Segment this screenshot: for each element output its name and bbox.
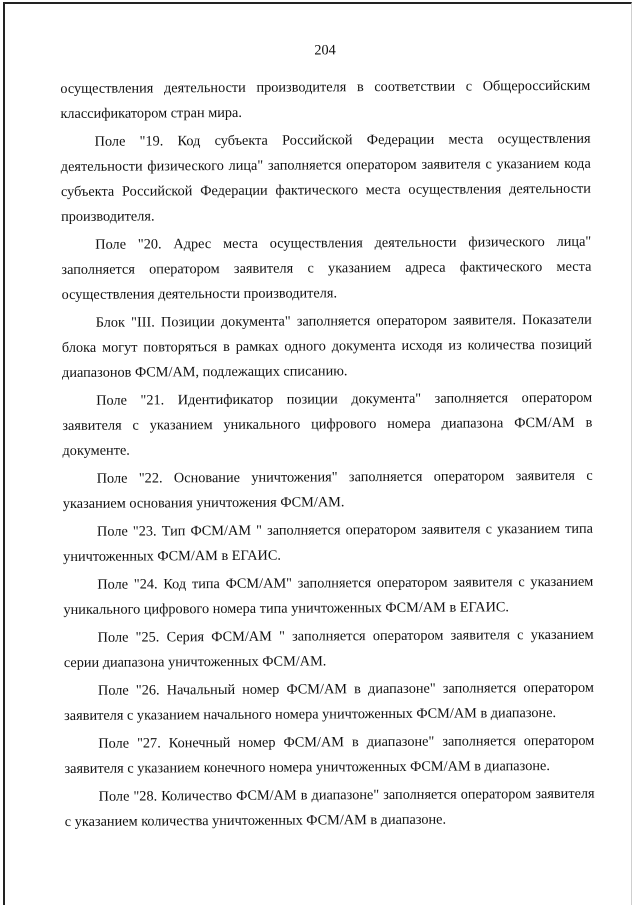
paragraph-field-23: Поле "23. Тип ФСМ/АМ " заполняется оператором заявителя с указанием типа уничтоженных ФСМ/АМ в ЕГАИС. — [63, 520, 594, 565]
paragraph-continuation: осуществления деятельности производителя в соответствии с Общероссийским классификатором стран мира. — [60, 77, 591, 122]
paragraph-block-iii: Блок "III. Позиции документа" заполняется оператором заявителя. Показатели блока могут повторяться в рамках одного документа исходя из количества позиций диапазонов ФСМ/АМ, подлежащих списанию. — [61, 311, 592, 381]
paragraph-field-21: Поле "21. Идентификатор позиции документа" заполняется оператором заявителя с указанием уникального цифрового номера диапазона ФСМ/АМ в документе. — [62, 389, 593, 459]
paragraph-field-28: Поле "28. Количество ФСМ/АМ в диапазоне" заполняется оператором заявителя с указанием количества уничтоженных ФСМ/АМ в диапазоне. — [64, 785, 595, 830]
document-page — [60, 37, 595, 838]
paragraph-field-19: Поле "19. Код субъекта Российской Федерации места осуществления деятельности физического лица" заполняется оператором заявителя с указанием кода субъекта Российской Федерации фактического места осуществления деятельности производителя. — [60, 130, 591, 225]
paragraph-field-27: Поле "27. Конечный номер ФСМ/АМ в диапазоне" заполняется оператором заявителя с указанием конечного номера уничтоженных ФСМ/АМ в диапазоне. — [64, 732, 595, 777]
paragraph-field-25: Поле "25. Серия ФСМ/АМ " заполняется оператором заявителя с указанием серии диапазона уничтоженных ФСМ/АМ. — [63, 626, 594, 671]
paragraph-field-20: Поле "20. Адрес места осуществления деятельности физического лица" заполняется оператором заявителя с указанием адреса фактического места осуществления деятельности производителя. — [61, 233, 592, 303]
paragraph-field-24: Поле "24. Код типа ФСМ/АМ" заполняется оператором заявителя с указанием уникального цифрового номера типа уничтоженных ФСМ/АМ в ЕГАИС. — [63, 573, 594, 618]
page-number: 204 — [314, 42, 336, 59]
paragraph-field-26: Поле "26. Начальный номер ФСМ/АМ в диапазоне" заполняется оператором заявителя с указанием начального номера уничтоженных ФСМ/АМ в диапазоне. — [64, 679, 595, 724]
paragraph-field-22: Поле "22. Основание уничтожения" заполняется оператором заявителя с указанием основания уничтожения ФСМ/АМ. — [62, 467, 593, 512]
